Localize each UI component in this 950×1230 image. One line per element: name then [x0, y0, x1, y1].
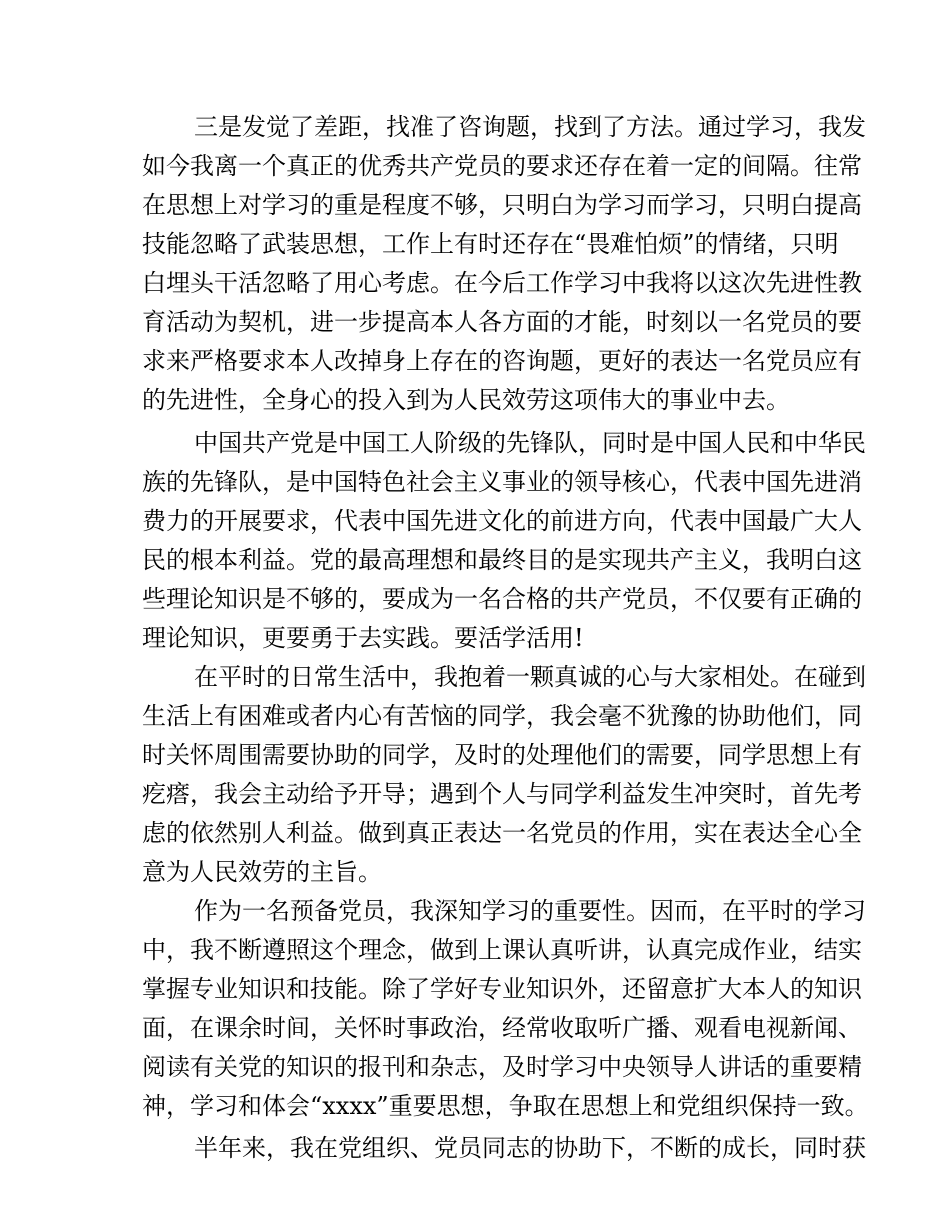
text-line: 生活上有困难或者内心有苦恼的同学，我会毫不犹豫的协助他们，同 — [142, 702, 862, 730]
text-line: 的先进性，全身心的投入到为人民效劳这项伟大的事业中去。 — [142, 386, 790, 414]
text-line: 中，我不断遵照这个理念，做到上课认真听讲，认真完成作业，结实 — [142, 936, 862, 964]
text-line: 三是发觉了差距，找准了咨询题，找到了方法。通过学习，我发 — [194, 113, 866, 141]
text-line: 族的先锋队，是中国特色社会主义事业的领导核心，代表中国先进消 — [142, 468, 862, 496]
text-line: 虑的依然别人利益。做到真正表达一名党员的作用，实在表达全心全 — [142, 819, 862, 847]
text-line: 意为人民效劳的主旨。 — [142, 858, 382, 886]
text-line: 中国共产党是中国工人阶级的先锋队，同时是中国人民和中华民 — [194, 429, 866, 457]
text-line: 技能忽略了武装思想，工作上有时还存在“畏难怕烦”的情绪，只明 — [142, 230, 839, 258]
text-line: 白埋头干活忽略了用心考虑。在今后工作学习中我将以这次先进性教 — [142, 269, 862, 297]
text-line: 如今我离一个真正的优秀共产党员的要求还存在着一定的间隔。往常 — [142, 152, 862, 180]
text-line: 时关怀周围需要协助的同学，及时的处理他们的需要，同学思想上有 — [142, 741, 862, 769]
text-line: 掌握专业知识和技能。除了学好专业知识外，还留意扩大本人的知识 — [142, 975, 862, 1003]
text-line: 阅读有关党的知识的报刊和杂志，及时学习中央领导人讲话的重要精 — [142, 1053, 862, 1081]
text-line: 面，在课余时间，关怀时事政治，经常收取听广播、观看电视新闻、 — [142, 1014, 862, 1042]
text-line: 求来严格要求本人改掉身上存在的咨询题，更好的表达一名党员应有 — [142, 347, 862, 375]
text-line: 育活动为契机，进一步提高本人各方面的才能，时刻以一名党员的要 — [142, 308, 862, 336]
text-line: 些理论知识是不够的，要成为一名合格的共产党员，不仅要有正确的 — [142, 585, 862, 613]
text-line: 理论知识，更要勇于去实践。要活学活用! — [142, 624, 584, 652]
text-line: 在平时的日常生活中，我抱着一颗真诚的心与大家相处。在碰到 — [194, 663, 866, 691]
text-line: 疙瘩，我会主动给予开导；遇到个人与同学利益发生冲突时，首先考 — [142, 780, 862, 808]
text-line: 民的根本利益。党的最高理想和最终目的是实现共产主义，我明白这 — [142, 546, 862, 574]
text-line: 半年来，我在党组织、党员同志的协助下，不断的成长，同时获 — [194, 1134, 866, 1162]
text-line: 神，学习和体会“xxxx”重要思想，争取在思想上和党组织保持一致。 — [142, 1092, 869, 1120]
text-line: 作为一名预备党员，我深知学习的重要性。因而，在平时的学习 — [194, 897, 866, 925]
text-line: 费力的开展要求，代表中国先进文化的前进方向，代表中国最广大人 — [142, 507, 862, 535]
text-line: 在思想上对学习的重是程度不够，只明白为学习而学习，只明白提高 — [142, 191, 862, 219]
